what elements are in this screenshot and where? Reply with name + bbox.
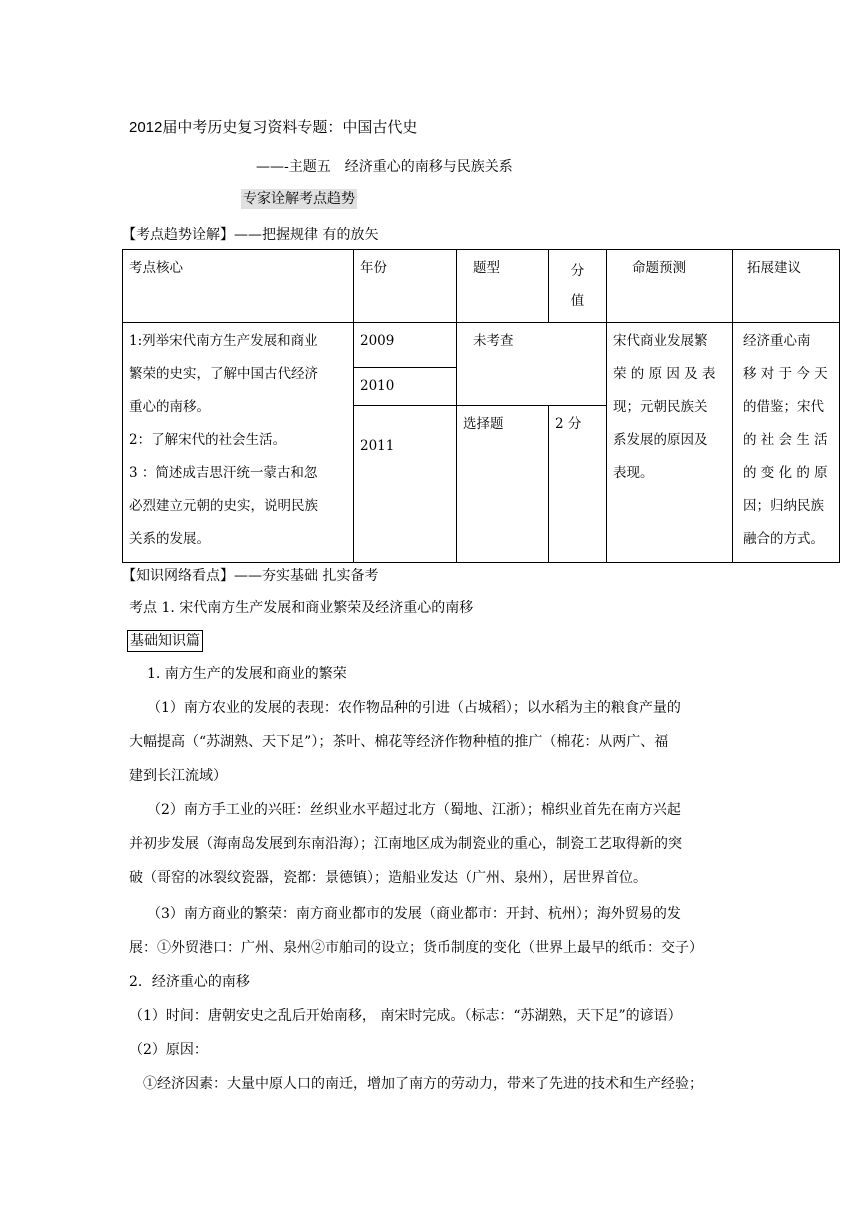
score-2: 2 分 xyxy=(555,416,582,432)
document-subtitle: ——-主题五 经济重心的南移与民族关系 xyxy=(256,159,513,175)
para3-line: （3）南方商业的繁荣：南方商业都市的发展（商业都市：开封、杭州）；海外贸易的发 xyxy=(147,906,681,922)
year-2011: 2011 xyxy=(360,438,395,454)
para2-line: （2）南方手工业的兴旺：丝织业水平超过北方（蜀地、江浙）；棉织业首先在南方兴起 xyxy=(147,802,681,818)
table-row xyxy=(123,323,840,368)
core-line: 必烈建立元朝的史实，说明民族 xyxy=(129,498,318,514)
basic-knowledge-box: 基础知识篇 xyxy=(127,630,203,652)
prediction-line: 宋代商业发展繁 xyxy=(613,333,708,349)
core-content xyxy=(123,323,353,562)
subheading-1: 1. 南方生产的发展和商业的繁荣 xyxy=(147,666,347,682)
para1-line: 大幅提高（“苏湖熟、天下足”）；茶叶、棉花等经济作物种植的推广（棉花：从两广、福 xyxy=(129,734,669,750)
trend-heading: 【考点趋势诠解】——把握规律 有的放矢 xyxy=(122,227,379,243)
year-2010: 2010 xyxy=(360,378,395,394)
header-suggestion: 拓展建议 xyxy=(747,260,801,276)
prediction-line: 荣 的 原 因 及 表 xyxy=(613,366,716,382)
para3-line: 展：①外贸港口：广州、泉州②市舶司的设立；货币制度的变化（世界上最早的纸币：交子） xyxy=(129,940,703,956)
para1-line: 建到长江流域） xyxy=(129,768,227,784)
para2-line: 并初步发展（海南岛发展到东南沿海）；江南地区成为制瓷业的重心，制瓷工艺取得新的突 xyxy=(129,836,682,852)
header-type: 题型 xyxy=(473,260,500,276)
para1-line: （1）南方农业的发展的表现：农作物品种的引进（占城稻）；以水稻为主的粮食产量的 xyxy=(147,700,681,716)
suggestion-line: 的借鉴；宋代 xyxy=(743,399,824,415)
year-2009: 2009 xyxy=(360,333,395,349)
prediction-line: 表现。 xyxy=(613,465,654,481)
suggestion-line: 因；归纳民族 xyxy=(743,498,824,514)
table-header-row xyxy=(123,250,840,323)
core-line: 2：了解宋代的社会生活。 xyxy=(129,432,287,448)
type-choice: 选择题 xyxy=(463,416,504,432)
suggestion-line: 经济重心南 xyxy=(743,333,811,349)
suggestion-line: 移 对 于 今 天 xyxy=(743,366,828,382)
document-title: 2012届中考历史复习资料专题：中国古代史 xyxy=(129,119,418,136)
core-line: 3 ：简述成吉思汗统一蒙古和忽 xyxy=(129,465,318,481)
header-score: 分值 xyxy=(570,263,585,309)
prediction-line: 现；元朝民族关 xyxy=(613,399,708,415)
economic-factor-line: ①经济因素：大量中原人口的南迁，增加了南方的劳动力，带来了先进的技术和生产经验； xyxy=(143,1076,703,1092)
core-line: 1:列举宋代南方生产发展和商业 xyxy=(129,333,318,349)
exam-trend-table xyxy=(122,249,840,563)
prediction-content xyxy=(607,323,732,496)
time-line: （1）时间：唐朝安史之乱后开始南移， 南宋时完成。（标志：“苏湖熟，天下足”的谚语） xyxy=(129,1008,682,1024)
header-year: 年份 xyxy=(360,260,387,276)
para2-line: 破（哥窑的冰裂纹瓷器，瓷都：景德镇）；造船业发达（广州、泉州），居世界首位。 xyxy=(129,870,647,886)
expert-heading: 专家诠解考点趋势 xyxy=(243,191,355,207)
suggestion-line: 的 社 会 生 活 xyxy=(743,432,828,448)
suggestion-line: 的 变 化 的 原 xyxy=(743,465,828,481)
prediction-line: 系发展的原因及 xyxy=(613,432,708,448)
kaodian-1-heading: 考点 1. 宋代南方生产发展和商业繁荣及经济重心的南移 xyxy=(129,600,474,616)
header-core: 考点核心 xyxy=(129,260,183,276)
core-line: 关系的发展。 xyxy=(129,531,210,547)
network-heading: 【知识网络看点】——夯实基础 扎实备考 xyxy=(122,568,379,584)
suggestion-content xyxy=(733,323,839,562)
core-line: 繁荣的史实，了解中国古代经济 xyxy=(129,366,318,382)
subheading-2: 2．经济重心的南移 xyxy=(129,974,250,990)
type-not-tested: 未考查 xyxy=(473,333,514,349)
suggestion-line: 融合的方式。 xyxy=(743,531,824,547)
reason-line: （2）原因： xyxy=(129,1042,208,1058)
core-line: 重心的南移。 xyxy=(129,399,210,415)
header-prediction: 命题预测 xyxy=(632,260,686,276)
